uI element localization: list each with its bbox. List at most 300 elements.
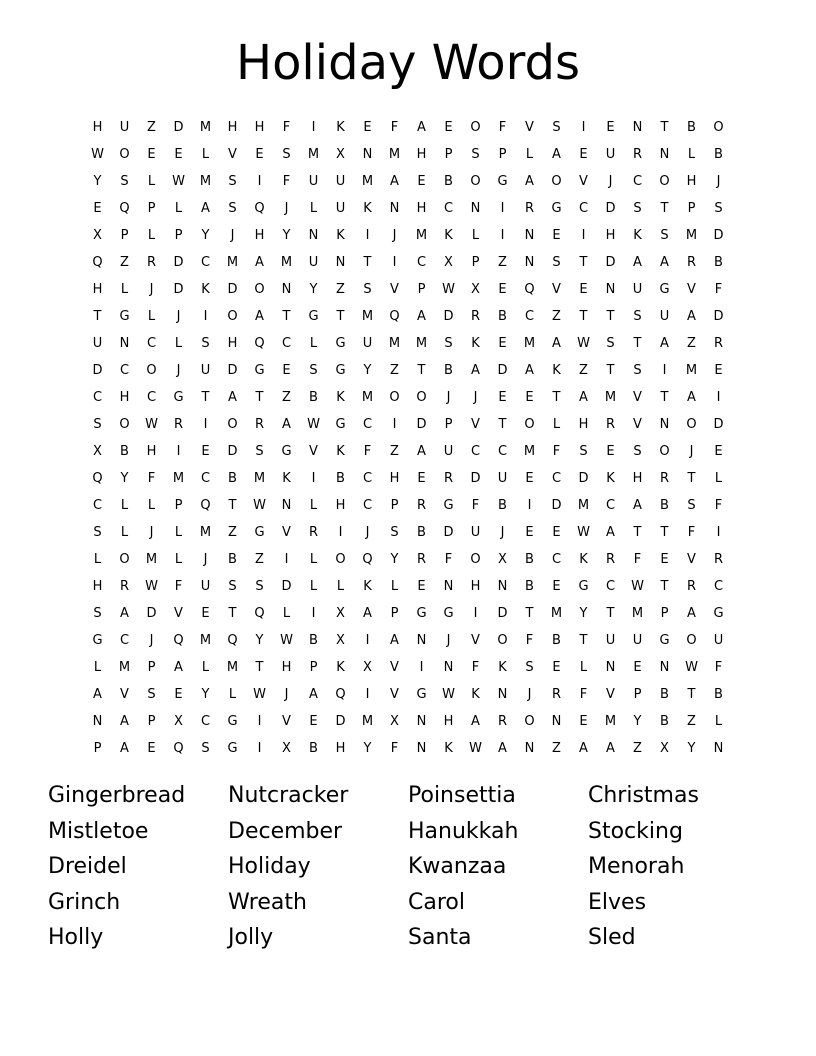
grid-letter: K — [201, 282, 210, 297]
grid-letter: R — [713, 336, 724, 351]
grid-letter: F — [714, 282, 723, 297]
grid-letter: B — [714, 687, 723, 702]
grid-letter: H — [578, 417, 589, 432]
grid-letter: Z — [633, 741, 642, 756]
grid-letter: U — [119, 120, 130, 135]
grid-letter: V — [471, 417, 480, 432]
grid-letter: I — [311, 606, 316, 621]
grid-letter: A — [120, 741, 129, 756]
grid-letter: D — [713, 228, 724, 243]
grid-letter: N — [605, 282, 616, 297]
grid-letter: L — [309, 201, 318, 216]
grid-letter: G — [173, 390, 184, 405]
grid-letter: R — [605, 417, 616, 432]
grid-letter: B — [444, 174, 453, 189]
grid-letter: E — [147, 147, 156, 162]
grid-letter: D — [227, 444, 238, 459]
grid-letter: D — [443, 309, 454, 324]
grid-letter: U — [632, 282, 643, 297]
grid-letter: I — [392, 417, 397, 432]
grid-letter: H — [443, 714, 454, 729]
grid-letter: Z — [228, 525, 237, 540]
grid-letter: J — [500, 525, 505, 540]
grid-letter: M — [145, 552, 158, 567]
grid-letter: K — [579, 552, 588, 567]
grid-letter: N — [659, 417, 670, 432]
grid-letter: Q — [254, 606, 265, 621]
grid-letter: I — [257, 741, 262, 756]
grid-letter: C — [200, 255, 211, 270]
grid-letter: A — [93, 687, 102, 702]
grid-letter: G — [713, 606, 724, 621]
grid-letter: A — [606, 741, 615, 756]
letter-grid — [84, 114, 732, 762]
grid-letter: S — [93, 606, 102, 621]
grid-letter: X — [336, 606, 345, 621]
grid-letter: E — [255, 147, 264, 162]
grid-letter: E — [606, 444, 615, 459]
grid-letter: K — [363, 579, 372, 594]
grid-letter: L — [174, 525, 183, 540]
grid-letter: U — [362, 336, 373, 351]
grid-letter: I — [365, 633, 370, 648]
grid-letter: P — [309, 660, 318, 675]
grid-letter: D — [578, 471, 589, 486]
grid-letter: L — [201, 660, 210, 675]
grid-letter: M — [361, 174, 374, 189]
grid-letter: N — [362, 147, 373, 162]
grid-letter: T — [201, 390, 210, 405]
grid-letter: E — [417, 174, 426, 189]
grid-letter: C — [200, 714, 211, 729]
grid-letter: S — [228, 174, 237, 189]
grid-letter: G — [335, 417, 346, 432]
grid-letter: R — [254, 417, 265, 432]
grid-letter: B — [309, 741, 318, 756]
grid-letter: I — [284, 552, 289, 567]
grid-letter: G — [335, 363, 346, 378]
grid-letter: G — [254, 525, 265, 540]
grid-letter: A — [633, 255, 642, 270]
grid-letter: M — [361, 309, 374, 324]
grid-letter: I — [716, 390, 721, 405]
grid-letter: W — [172, 174, 185, 189]
grid-letter: D — [335, 714, 346, 729]
grid-letter: A — [552, 147, 561, 162]
grid-letter: I — [365, 687, 370, 702]
grid-letter: O — [470, 174, 481, 189]
grid-letter: F — [390, 120, 399, 135]
grid-letter: A — [579, 741, 588, 756]
grid-letter: H — [632, 471, 643, 486]
grid-letter: K — [633, 228, 642, 243]
grid-letter: W — [91, 147, 104, 162]
grid-letter: A — [120, 606, 129, 621]
grid-letter: K — [606, 471, 615, 486]
grid-letter: J — [149, 282, 154, 297]
grid-letter: I — [419, 660, 424, 675]
grid-letter: S — [525, 660, 534, 675]
grid-letter: T — [660, 525, 669, 540]
grid-letter: I — [338, 525, 343, 540]
grid-letter: L — [336, 579, 345, 594]
grid-letter: H — [254, 228, 265, 243]
grid-letter: O — [146, 363, 157, 378]
grid-letter: C — [551, 552, 562, 567]
grid-letter: T — [687, 687, 696, 702]
grid-letter: F — [444, 552, 453, 567]
grid-letter: S — [201, 741, 210, 756]
grid-letter: M — [604, 714, 617, 729]
grid-letter: V — [633, 390, 642, 405]
grid-letter: G — [281, 444, 292, 459]
grid-letter: P — [444, 147, 453, 162]
grid-letter: C — [497, 444, 508, 459]
grid-letter: M — [199, 120, 212, 135]
grid-letter: O — [254, 282, 265, 297]
grid-letter: E — [282, 363, 291, 378]
grid-letter: O — [227, 417, 238, 432]
grid-letter: M — [523, 336, 536, 351]
grid-letter: Q — [254, 201, 265, 216]
word-list-item: Stocking — [588, 818, 683, 844]
grid-letter: H — [470, 579, 481, 594]
grid-letter: A — [174, 660, 183, 675]
grid-letter: G — [659, 633, 670, 648]
grid-letter: O — [416, 390, 427, 405]
grid-letter: T — [93, 309, 102, 324]
grid-letter: V — [471, 633, 480, 648]
grid-letter: X — [444, 255, 453, 270]
grid-letter: S — [552, 120, 561, 135]
grid-letter: E — [579, 282, 588, 297]
grid-letter: C — [146, 336, 157, 351]
grid-letter: R — [659, 471, 670, 486]
grid-letter: O — [227, 309, 238, 324]
grid-letter: O — [713, 120, 724, 135]
grid-letter: I — [527, 498, 532, 513]
grid-letter: T — [282, 309, 291, 324]
grid-letter: X — [363, 660, 372, 675]
grid-letter: Y — [282, 228, 291, 243]
grid-letter: O — [551, 174, 562, 189]
grid-letter: A — [417, 309, 426, 324]
grid-letter: T — [660, 201, 669, 216]
grid-letter: D — [713, 417, 724, 432]
grid-letter: M — [388, 336, 401, 351]
grid-letter: S — [633, 309, 642, 324]
grid-letter: D — [173, 255, 184, 270]
grid-letter: V — [633, 417, 642, 432]
grid-letter: C — [281, 336, 292, 351]
grid-letter: B — [552, 633, 561, 648]
grid-letter: H — [254, 120, 265, 135]
grid-letter: K — [336, 120, 345, 135]
grid-letter: I — [365, 228, 370, 243]
grid-letter: L — [714, 714, 723, 729]
grid-letter: P — [147, 201, 156, 216]
grid-letter: C — [200, 471, 211, 486]
grid-letter: A — [687, 606, 696, 621]
grid-letter: J — [284, 687, 289, 702]
grid-letter: B — [498, 498, 507, 513]
grid-letter: H — [146, 444, 157, 459]
grid-letter: V — [687, 282, 696, 297]
grid-letter: G — [254, 363, 265, 378]
grid-letter: D — [443, 525, 454, 540]
grid-letter: H — [227, 120, 238, 135]
grid-letter: A — [201, 201, 210, 216]
grid-letter: P — [471, 255, 480, 270]
grid-letter: S — [282, 147, 291, 162]
grid-letter: D — [146, 606, 157, 621]
grid-letter: B — [444, 363, 453, 378]
grid-letter: U — [470, 525, 481, 540]
grid-letter: L — [525, 147, 534, 162]
grid-letter: I — [500, 228, 505, 243]
grid-letter: R — [551, 687, 562, 702]
word-list-item: Hanukkah — [408, 818, 519, 844]
grid-letter: A — [120, 714, 129, 729]
grid-letter: B — [660, 498, 669, 513]
grid-letter: M — [307, 147, 320, 162]
grid-letter: N — [659, 147, 670, 162]
grid-letter: M — [523, 444, 536, 459]
grid-letter: C — [578, 201, 589, 216]
grid-letter: M — [577, 498, 590, 513]
grid-letter: G — [443, 606, 454, 621]
grid-letter: Y — [255, 633, 264, 648]
grid-letter: P — [390, 498, 399, 513]
grid-letter: Z — [147, 120, 156, 135]
grid-letter: U — [632, 633, 643, 648]
grid-letter: P — [147, 714, 156, 729]
grid-letter: B — [309, 633, 318, 648]
grid-letter: A — [687, 309, 696, 324]
grid-letter: N — [335, 255, 346, 270]
grid-letter: N — [416, 633, 427, 648]
grid-letter: Q — [173, 741, 184, 756]
grid-letter: V — [606, 687, 615, 702]
grid-letter: S — [228, 579, 237, 594]
grid-letter: F — [687, 525, 696, 540]
grid-letter: C — [551, 471, 562, 486]
grid-letter: I — [473, 606, 478, 621]
grid-letter: V — [390, 660, 399, 675]
grid-letter: Q — [254, 336, 265, 351]
grid-letter: L — [174, 552, 183, 567]
word-list-item: Christmas — [588, 783, 699, 808]
grid-letter: U — [335, 174, 346, 189]
grid-letter: H — [335, 498, 346, 513]
grid-letter: Z — [552, 741, 561, 756]
grid-letter: I — [311, 471, 316, 486]
grid-letter: E — [444, 120, 453, 135]
word-list-item: Santa — [408, 925, 472, 950]
grid-letter: K — [471, 336, 480, 351]
grid-letter: T — [687, 471, 696, 486]
grid-letter: R — [632, 147, 643, 162]
grid-letter: M — [631, 606, 644, 621]
grid-letter: A — [525, 174, 534, 189]
grid-letter: U — [308, 255, 319, 270]
grid-letter: H — [92, 282, 103, 297]
grid-letter: X — [498, 552, 507, 567]
grid-letter: R — [713, 552, 724, 567]
grid-letter: M — [280, 255, 293, 270]
grid-letter: Y — [687, 741, 696, 756]
grid-letter: P — [390, 606, 399, 621]
grid-letter: N — [632, 120, 643, 135]
grid-letter: B — [417, 525, 426, 540]
grid-letter: I — [716, 525, 721, 540]
grid-letter: Y — [201, 228, 210, 243]
grid-letter: A — [282, 417, 291, 432]
grid-letter: C — [632, 174, 643, 189]
grid-letter: C — [605, 498, 616, 513]
grid-letter: C — [92, 498, 103, 513]
grid-letter: N — [389, 201, 400, 216]
grid-letter: H — [92, 120, 103, 135]
grid-letter: A — [579, 390, 588, 405]
grid-letter: J — [608, 174, 613, 189]
grid-letter: B — [120, 444, 129, 459]
grid-letter: M — [361, 390, 374, 405]
grid-letter: X — [174, 714, 183, 729]
page-title: Holiday Words — [235, 35, 581, 91]
grid-letter: E — [633, 660, 642, 675]
grid-letter: M — [226, 660, 239, 675]
grid-letter: U — [200, 579, 211, 594]
grid-letter: W — [145, 417, 158, 432]
grid-letter: N — [659, 660, 670, 675]
grid-letter: E — [201, 444, 210, 459]
grid-letter: C — [362, 498, 373, 513]
grid-letter: L — [552, 417, 561, 432]
grid-letter: P — [633, 687, 642, 702]
grid-letter: K — [336, 228, 345, 243]
grid-letter: C — [146, 390, 157, 405]
grid-letter: S — [93, 417, 102, 432]
grid-letter: P — [93, 741, 102, 756]
grid-letter: A — [390, 633, 399, 648]
grid-letter: R — [605, 552, 616, 567]
grid-letter: L — [120, 498, 129, 513]
grid-letter: X — [93, 228, 102, 243]
grid-letter: D — [497, 606, 508, 621]
grid-letter: C — [443, 201, 454, 216]
grid-letter: H — [686, 174, 697, 189]
grid-letter: N — [443, 660, 454, 675]
grid-letter: B — [228, 552, 237, 567]
grid-letter: W — [469, 741, 482, 756]
grid-letter: D — [713, 309, 724, 324]
grid-letter: G — [335, 336, 346, 351]
grid-letter: E — [525, 471, 534, 486]
grid-letter: I — [203, 417, 208, 432]
word-list-item: Kwanzaa — [408, 854, 507, 879]
word-list-item: Wreath — [228, 889, 307, 915]
grid-letter: T — [552, 390, 561, 405]
grid-letter: F — [282, 120, 291, 135]
grid-letter: T — [606, 309, 615, 324]
grid-letter: Y — [579, 606, 588, 621]
grid-letter: O — [389, 390, 400, 405]
grid-letter: W — [307, 417, 320, 432]
grid-letter: P — [660, 606, 669, 621]
grid-letter: M — [199, 174, 212, 189]
grid-letter: E — [201, 606, 210, 621]
grid-letter: S — [660, 228, 669, 243]
grid-letter: I — [662, 363, 667, 378]
grid-letter: S — [552, 255, 561, 270]
grid-letter: S — [255, 579, 264, 594]
grid-letter: V — [309, 444, 318, 459]
grid-letter: X — [336, 147, 345, 162]
grid-letter: A — [417, 444, 426, 459]
grid-letter: N — [524, 228, 535, 243]
grid-letter: O — [497, 633, 508, 648]
grid-letter: C — [470, 444, 481, 459]
grid-letter: M — [550, 606, 563, 621]
grid-letter: S — [309, 363, 318, 378]
grid-letter: K — [363, 201, 372, 216]
grid-letter: Y — [363, 363, 372, 378]
grid-letter: M — [361, 714, 374, 729]
grid-letter: A — [660, 336, 669, 351]
grid-letter: I — [176, 444, 181, 459]
grid-letter: A — [228, 390, 237, 405]
grid-letter: T — [579, 633, 588, 648]
grid-letter: L — [309, 579, 318, 594]
grid-letter: K — [336, 444, 345, 459]
grid-letter: W — [442, 687, 455, 702]
grid-letter: X — [660, 741, 669, 756]
word-list-item: Jolly — [228, 925, 274, 950]
grid-letter: I — [581, 228, 586, 243]
grid-letter: F — [714, 498, 723, 513]
word-list-item: Holly — [48, 925, 104, 950]
grid-letter: F — [552, 444, 561, 459]
grid-letter: K — [282, 471, 291, 486]
grid-letter: H — [227, 336, 238, 351]
grid-letter: U — [200, 363, 211, 378]
grid-letter: E — [525, 525, 534, 540]
grid-letter: W — [280, 633, 293, 648]
grid-letter: S — [93, 525, 102, 540]
grid-letter: N — [524, 741, 535, 756]
grid-letter: P — [687, 201, 696, 216]
grid-letter: Q — [92, 471, 103, 486]
grid-letter: X — [336, 633, 345, 648]
grid-letter: T — [660, 390, 669, 405]
grid-letter: V — [228, 147, 237, 162]
grid-letter: P — [174, 498, 183, 513]
grid-letter: E — [606, 120, 615, 135]
grid-letter: E — [579, 714, 588, 729]
grid-letter: J — [365, 525, 370, 540]
grid-letter: M — [388, 147, 401, 162]
grid-letter: H — [281, 660, 292, 675]
grid-letter: A — [471, 363, 480, 378]
grid-letter: P — [498, 147, 507, 162]
grid-letter: G — [497, 174, 508, 189]
grid-letter: S — [633, 444, 642, 459]
grid-letter: Z — [579, 363, 588, 378]
grid-letter: E — [660, 552, 669, 567]
grid-letter: O — [659, 174, 670, 189]
grid-letter: G — [119, 309, 130, 324]
